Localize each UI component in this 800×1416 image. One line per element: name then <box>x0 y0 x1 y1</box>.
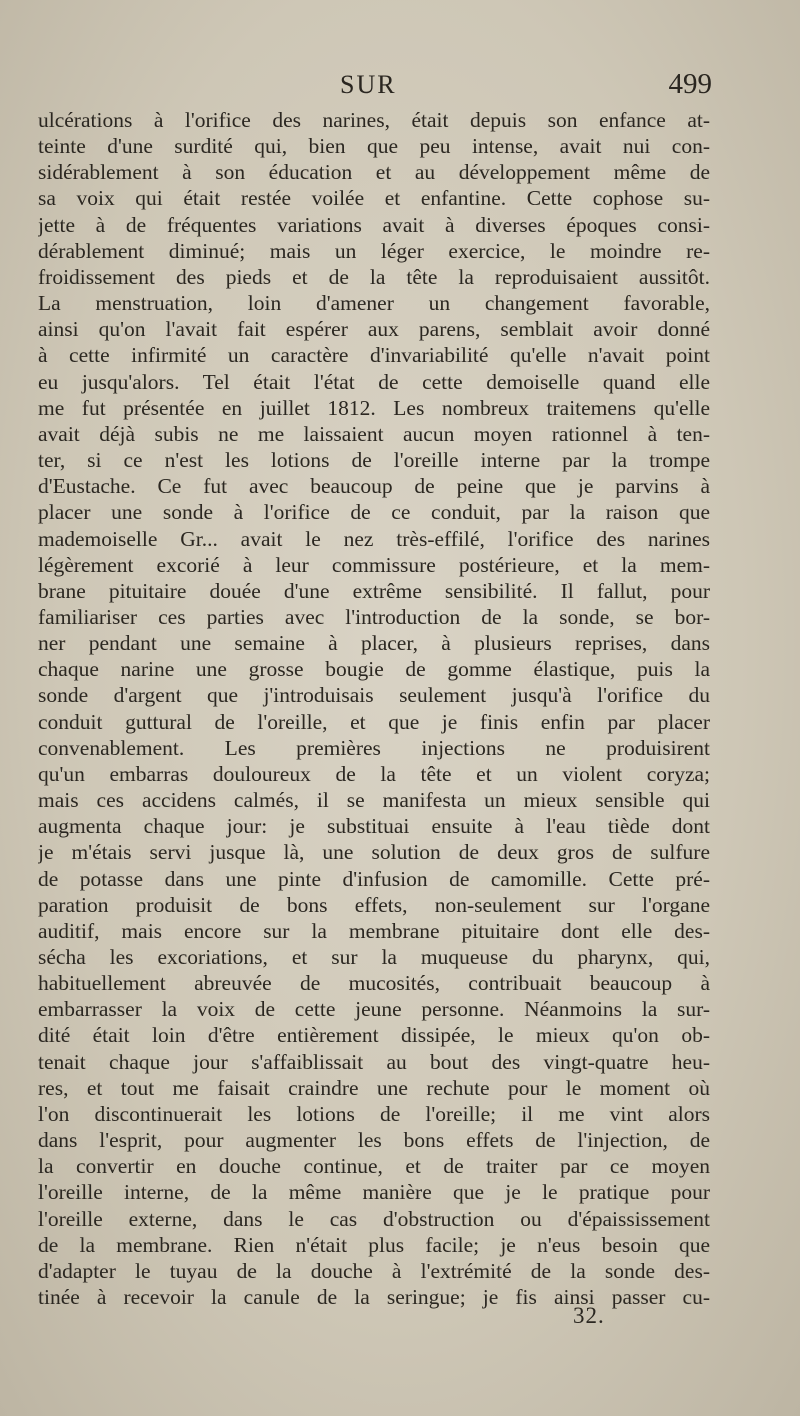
text-line: eu jusqu'alors. Tel était l'état de cette demoiselle quand elle <box>38 369 710 394</box>
text-line: de potasse dans une pinte d'infusion de camomille. Cette pré- <box>38 866 710 891</box>
text-line: légèrement excorié à leur commissure postérieure, et la mem- <box>38 552 710 577</box>
text-line: sécha les excoriations, et sur la muqueuse du pharynx, qui, <box>38 945 710 969</box>
text-line: sidérablement à son éducation et au développement même de <box>38 160 710 185</box>
text-line: ner pendant une semaine à placer, à plusieurs reprises, dans <box>38 631 710 656</box>
text-line: augmenta chaque jour: je substituai ensuite à l'eau tiède dont <box>38 814 710 839</box>
text-line: sa voix qui était restée voilée et enfantine. Cette cophose su- <box>38 186 710 211</box>
text-line: habituellement abreuvée de mucosités, contribuait beaucoup à <box>38 971 710 996</box>
page-number: 499 <box>668 68 712 100</box>
text-line: tinée à recevoir la canule de la seringue; je fis ainsi passer cu- <box>38 1285 710 1310</box>
text-line: d'adapter le tuyau de la douche à l'extrémité de la sonde des- <box>38 1258 710 1283</box>
text-line: mademoiselle Gr... avait le nez très-effilé, l'orifice des narines <box>38 526 710 551</box>
text-line: l'oreille externe, dans le cas d'obstruction ou d'épaississement <box>38 1206 710 1231</box>
text-line: embarrasser la voix de cette jeune personne. Néanmoins la sur- <box>38 997 710 1022</box>
text-line: res, et tout me faisait craindre une rechute pour le moment où <box>38 1075 710 1100</box>
text-line: jette à de fréquentes variations avait à diverses époques consi- <box>38 212 710 237</box>
text-line: La menstruation, loin d'amener un changement favorable, <box>38 291 710 316</box>
text-line: qu'un embarras douloureux de la tête et un violent coryza; <box>38 761 710 786</box>
text-line: familiariser ces parties avec l'introduction de la sonde, se bor- <box>38 604 710 629</box>
text-line: à cette infirmité un caractère d'invariabilité qu'elle n'avait point <box>38 343 710 368</box>
page-header <box>0 62 800 112</box>
text-line: chaque narine une grosse bougie de gomme élastique, puis la <box>38 657 710 682</box>
text-line: convenablement. Les premières injections ne produisirent <box>38 735 710 760</box>
text-line: dité était loin d'être entièrement dissipée, le mieux qu'on ob- <box>38 1023 710 1048</box>
text-line: conduit guttural de l'oreille, et que je finis enfin par placer <box>38 709 710 734</box>
text-line: dans l'esprit, pour augmenter les bons effets de l'injection, de <box>38 1128 710 1153</box>
signature-mark: 32. <box>573 1303 605 1328</box>
body-text <box>38 107 710 1310</box>
text-line: l'on discontinuerait les lotions de l'oreille; il me vint alors <box>38 1101 710 1126</box>
text-line: dérablement diminué; mais un léger exercice, le moindre re- <box>38 238 710 263</box>
running-head: SUR <box>340 70 397 99</box>
text-line: la convertir en douche continue, et de traiter par ce moyen <box>38 1154 710 1179</box>
text-line: brane pituitaire douée d'une extrême sensibilité. Il fallut, pour <box>38 578 710 603</box>
text-line: ainsi qu'on l'avait fait espérer aux parens, semblait avoir donné <box>38 317 710 342</box>
text-line: froidissement des pieds et de la tête la reproduisaient aussitôt. <box>38 264 710 289</box>
text-line: me fut présentée en juillet 1812. Les nombreux traitemens qu'elle <box>38 395 710 420</box>
text-line: teinte d'une surdité qui, bien que peu intense, avait nui con- <box>38 134 710 159</box>
text-line: auditif, mais encore sur la membrane pituitaire dont elle des- <box>38 918 710 943</box>
text-line: placer une sonde à l'orifice de ce conduit, par la raison que <box>38 500 710 525</box>
text-line: je m'étais servi jusque là, une solution de deux gros de sulfure <box>38 840 710 865</box>
text-line: l'oreille interne, de la même manière que je le pratique pour <box>38 1180 710 1205</box>
text-line: avait déjà subis ne me laissaient aucun moyen rationnel à ten- <box>38 421 710 446</box>
text-line: sonde d'argent que j'introduisais seulement jusqu'à l'orifice du <box>38 683 710 708</box>
text-line: paration produisit de bons effets, non-seulement sur l'organe <box>38 892 710 917</box>
text-line: tenait chaque jour s'affaiblissait au bout des vingt-quatre heu- <box>38 1049 710 1074</box>
text-line: ter, si ce n'est les lotions de l'oreille interne par la trompe <box>38 448 710 473</box>
text-line: mais ces accidens calmés, il se manifesta un mieux sensible qui <box>38 788 710 813</box>
text-line: de la membrane. Rien n'était plus facile; je n'eus besoin que <box>38 1232 710 1257</box>
text-line: d'Eustache. Ce fut avec beaucoup de peine que je parvins à <box>38 474 710 499</box>
text-line: ulcérations à l'orifice des narines, était depuis son enfance at- <box>38 108 710 132</box>
